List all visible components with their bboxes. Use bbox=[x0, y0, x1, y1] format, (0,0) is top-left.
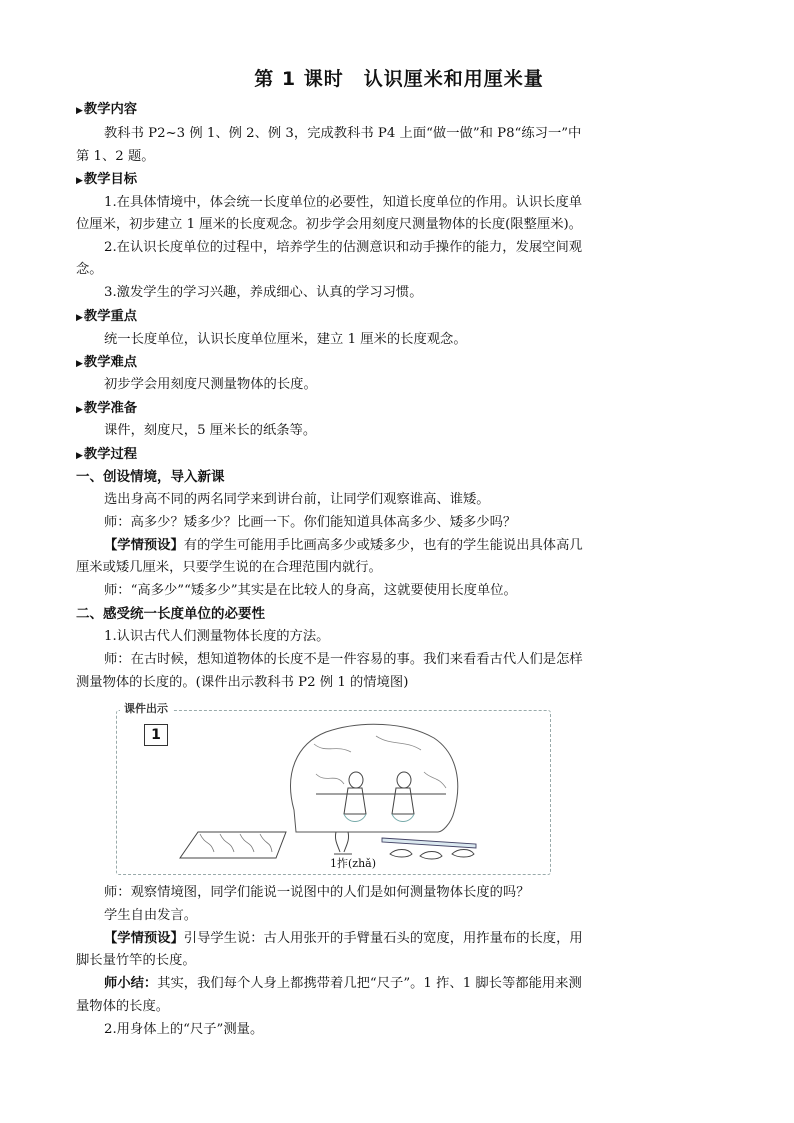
rock-shape bbox=[291, 724, 458, 832]
figure-tab-label: 课件出示 bbox=[120, 700, 172, 716]
heading-content: ▶教学内容 bbox=[76, 102, 138, 117]
paragraph: 位厘米，初步建立 1 厘米的长度观念。初步学会用刻度尺测量物体的长度(限整厘米)。 bbox=[76, 217, 582, 232]
paragraph: 师：“高多少”“矮多少”其实是在比较人的身高，这就要使用长度单位。 bbox=[104, 583, 517, 598]
paragraph: 脚长量竹竿的长度。 bbox=[76, 953, 196, 968]
paragraph: 3.激发学生的学习兴趣，养成细心、认真的学习习惯。 bbox=[104, 285, 423, 300]
ancient-measuring-illustration bbox=[176, 714, 516, 864]
paragraph: 1.在具体情境中，体会统一长度单位的必要性，知道长度单位的作用。认识长度单 bbox=[104, 195, 583, 210]
paragraph: 学生自由发言。 bbox=[104, 908, 198, 923]
people-figures bbox=[316, 772, 446, 822]
paragraph: 选出身高不同的两名同学来到讲台前，让同学们观察谁高、谁矮。 bbox=[104, 492, 490, 507]
paragraph: 【学情预设】有的学生可能用手比画高多少或矮多少，也有的学生能说出具体高几 bbox=[104, 538, 583, 553]
preset-label: 【学情预设】 bbox=[104, 538, 184, 553]
heading-goals: ▶教学目标 bbox=[76, 172, 138, 187]
example-number: 1 bbox=[144, 724, 168, 746]
triangle-bullet-icon: ▶ bbox=[76, 313, 83, 323]
paragraph: 课件，刻度尺，5 厘米长的纸条等。 bbox=[104, 423, 317, 438]
triangle-bullet-icon: ▶ bbox=[76, 176, 83, 186]
paragraph: 2.在认识长度单位的过程中，培养学生的估测意识和动手操作的能力，发展空间观 bbox=[104, 240, 583, 255]
heading-key: ▶教学重点 bbox=[76, 309, 138, 324]
paragraph: 初步学会用刻度尺测量物体的长度。 bbox=[104, 377, 317, 392]
section-heading: 一、创设情境，导入新课 bbox=[76, 469, 225, 485]
paragraph: 师：在古时候，想知道物体的长度不是一件容易的事。我们来看看古代人们是怎样 bbox=[104, 652, 583, 667]
summary-label: 师小结： bbox=[104, 976, 158, 991]
heading-process: ▶教学过程 bbox=[76, 447, 138, 462]
hand-span-shape bbox=[334, 832, 352, 854]
paragraph: 1.认识古代人们测量物体长度的方法。 bbox=[104, 629, 330, 644]
paragraph: 第 1、2 题。 bbox=[76, 149, 155, 164]
cloth-shape bbox=[180, 832, 286, 858]
paragraph: 师：观察情境图，同学们能说一说图中的人们是如何测量物体长度的吗？ bbox=[104, 885, 530, 900]
page-title: 第 1 课时 认识厘米和用厘米量 bbox=[254, 68, 544, 90]
triangle-bullet-icon: ▶ bbox=[76, 451, 83, 461]
paragraph: 2.用身体上的“尺子”测量。 bbox=[104, 1022, 264, 1037]
heading-prep: ▶教学准备 bbox=[76, 401, 138, 416]
triangle-bullet-icon: ▶ bbox=[76, 359, 83, 369]
paragraph: 厘米或矮几厘米，只要学生说的在合理范围内就行。 bbox=[76, 560, 382, 575]
preset-label: 【学情预设】 bbox=[104, 931, 184, 946]
figure-caption: 1拃(zhǎ) bbox=[330, 857, 377, 870]
section-heading: 二、感受统一长度单位的必要性 bbox=[76, 606, 265, 622]
paragraph: 统一长度单位，认识长度单位厘米，建立 1 厘米的长度观念。 bbox=[104, 332, 467, 347]
triangle-bullet-icon: ▶ bbox=[76, 106, 83, 116]
paragraph: 测量物体的长度的。(课件出示教科书 P2 例 1 的情境图) bbox=[76, 675, 409, 690]
paragraph: 教科书 P2~3 例 1、例 2、例 3，完成教科书 P4 上面“做一做”和 P8“练习一”中 bbox=[104, 126, 582, 141]
heading-difficulty: ▶教学难点 bbox=[76, 355, 138, 370]
feet-shapes bbox=[390, 850, 474, 860]
paragraph: 【学情预设】引导学生说：古人用张开的手臂量石头的宽度，用拃量布的长度，用 bbox=[104, 931, 583, 946]
triangle-bullet-icon: ▶ bbox=[76, 405, 83, 415]
paragraph: 量物体的长度。 bbox=[76, 999, 170, 1014]
paragraph: 念。 bbox=[76, 262, 103, 277]
paragraph: 师小结：其实，我们每个人身上都携带着几把“尺子”。1 拃、1 脚长等都能用来测 bbox=[104, 976, 582, 991]
bamboo-pole-shape bbox=[382, 838, 476, 848]
paragraph: 师：高多少？矮多少？比画一下。你们能知道具体高多少、矮多少吗？ bbox=[104, 515, 517, 530]
